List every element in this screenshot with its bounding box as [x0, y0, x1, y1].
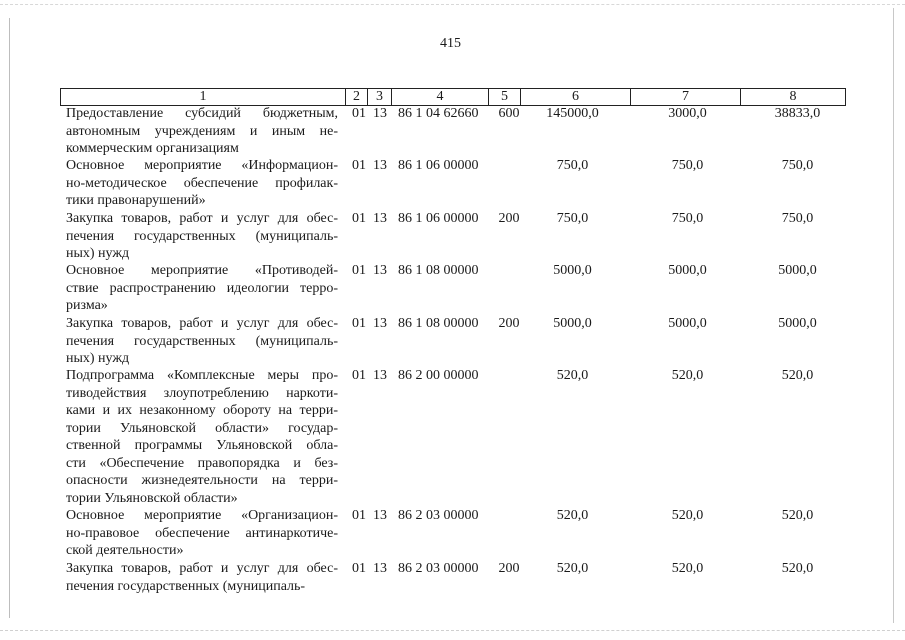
- expense-type-code: 600: [498, 106, 520, 121]
- row-description: [66, 105, 338, 158]
- row-description: [66, 262, 338, 315]
- description-line: Закупка товаров, работ и услуг для обес-: [66, 211, 338, 226]
- amount-col-6: 520,0: [556, 561, 589, 576]
- row-description: [66, 315, 338, 368]
- target-article-code: 86 2 03 00000: [398, 508, 479, 523]
- page-number: 415: [440, 36, 461, 51]
- description-line: Предоставление субсидий бюджетным,: [66, 106, 338, 121]
- header-col-8: 8: [741, 89, 846, 106]
- target-article-code: 86 1 08 00000: [398, 316, 479, 331]
- description-line: ками и их незаконному обороту на терри-: [66, 403, 338, 418]
- description-line: ных) нужд: [66, 246, 130, 261]
- subsection-code: 13: [373, 508, 387, 523]
- subsection-code: 13: [373, 316, 387, 331]
- amount-col-8: 520,0: [781, 508, 814, 523]
- header-col-2: 2: [346, 89, 368, 106]
- amount-col-8: 750,0: [781, 211, 814, 226]
- description-line: тории Ульяновской области» государ-: [66, 420, 338, 436]
- target-article-code: 86 1 04 62660: [398, 106, 479, 121]
- subsection-code: 13: [373, 263, 387, 278]
- description-line: тики правонарушений»: [66, 193, 206, 208]
- amount-col-8: 38833,0: [774, 106, 821, 121]
- description-line: но-правовое обеспечение антинаркотиче-: [66, 525, 338, 541]
- target-article-code: 86 1 06 00000: [398, 158, 479, 173]
- amount-col-7: 750,0: [671, 211, 704, 226]
- row-description: [66, 367, 338, 507]
- description-line: ризма»: [66, 298, 108, 313]
- subsection-code: 13: [373, 211, 387, 226]
- section-code: 01: [352, 211, 366, 226]
- subsection-code: 13: [373, 106, 387, 121]
- amount-col-7: 520,0: [671, 508, 704, 523]
- description-line: тиводействия злоупотреблению наркоти-: [66, 385, 338, 401]
- amount-col-8: 750,0: [781, 158, 814, 173]
- description-line: ской деятельности»: [66, 543, 184, 558]
- subsection-code: 13: [373, 368, 387, 383]
- description-line: ствие распространению идеологии терро-: [66, 280, 338, 296]
- subsection-code: 13: [373, 561, 387, 576]
- amount-col-8: 5000,0: [778, 316, 817, 331]
- scan-edge-right: [893, 8, 894, 623]
- amount-col-7: 750,0: [671, 158, 704, 173]
- amount-col-6: 145000,0: [546, 106, 599, 121]
- amount-col-6: 5000,0: [553, 263, 592, 278]
- section-code: 01: [352, 368, 366, 383]
- description-line: ных) нужд: [66, 351, 130, 366]
- amount-col-7: 520,0: [671, 368, 704, 383]
- amount-col-6: 520,0: [556, 508, 589, 523]
- amount-col-6: 750,0: [556, 158, 589, 173]
- amount-col-6: 750,0: [556, 211, 589, 226]
- amount-col-8: 520,0: [781, 368, 814, 383]
- description-line: печения государственных (муниципаль-: [66, 333, 338, 349]
- description-line: тории Ульяновской области»: [66, 490, 238, 506]
- header-row: [61, 89, 846, 106]
- target-article-code: 86 2 03 00000: [398, 561, 479, 576]
- target-article-code: 86 2 00 00000: [398, 368, 479, 383]
- section-code: 01: [352, 106, 366, 121]
- amount-col-8: 520,0: [781, 561, 814, 576]
- amount-col-8: 5000,0: [778, 263, 817, 278]
- description-line: коммерческим организациям: [66, 141, 239, 156]
- description-line: Закупка товаров, работ и услуг для обес-: [66, 561, 338, 576]
- target-article-code: 86 1 08 00000: [398, 263, 479, 278]
- section-code: 01: [352, 263, 366, 278]
- row-description: [66, 560, 338, 595]
- amount-col-7: 5000,0: [668, 316, 707, 331]
- scan-edge-top: [0, 4, 905, 5]
- section-code: 01: [352, 158, 366, 173]
- target-article-code: 86 1 06 00000: [398, 211, 479, 226]
- amount-col-7: 5000,0: [668, 263, 707, 278]
- scan-edge-bottom: [0, 630, 905, 631]
- expense-type-code: 200: [498, 561, 520, 576]
- description-line: Основное мероприятие «Информацион-: [66, 158, 338, 173]
- description-line: печения государственных (муниципаль-: [66, 228, 338, 244]
- description-line: ственной программы Ульяновской обла-: [66, 438, 338, 453]
- header-col-5: 5: [489, 89, 521, 106]
- header-col-7: 7: [631, 89, 741, 106]
- scan-edge-left: [9, 18, 10, 618]
- header-col-6: 6: [521, 89, 631, 106]
- description-line: печения государственных (муниципаль-: [66, 578, 306, 594]
- expense-type-code: 200: [498, 316, 520, 331]
- description-line: но-методическое обеспечение профилак-: [66, 175, 338, 191]
- row-description: [66, 507, 338, 560]
- description-line: Основное мероприятие «Противодей-: [66, 263, 338, 278]
- description-line: Основное мероприятие «Организацион-: [66, 508, 338, 523]
- header-col-4: 4: [392, 89, 489, 106]
- amount-col-6: 5000,0: [553, 316, 592, 331]
- table-header: [60, 88, 846, 106]
- subsection-code: 13: [373, 158, 387, 173]
- section-code: 01: [352, 508, 366, 523]
- description-line: Подпрограмма «Комплексные меры про-: [66, 368, 338, 383]
- header-col-3: 3: [368, 89, 392, 106]
- row-description: [66, 157, 338, 210]
- section-code: 01: [352, 561, 366, 576]
- description-line: сти «Обеспечение правопорядка и без-: [66, 455, 338, 471]
- header-col-1: 1: [61, 89, 346, 106]
- amount-col-7: 3000,0: [668, 106, 707, 121]
- section-code: 01: [352, 316, 366, 331]
- amount-col-6: 520,0: [556, 368, 589, 383]
- amount-col-7: 520,0: [671, 561, 704, 576]
- row-description: [66, 210, 338, 263]
- description-line: автономным учреждениям и иным не-: [66, 123, 338, 139]
- description-line: опасности жизнедеятельности на терри-: [66, 473, 338, 488]
- description-line: Закупка товаров, работ и услуг для обес-: [66, 316, 338, 331]
- expense-type-code: 200: [498, 211, 520, 226]
